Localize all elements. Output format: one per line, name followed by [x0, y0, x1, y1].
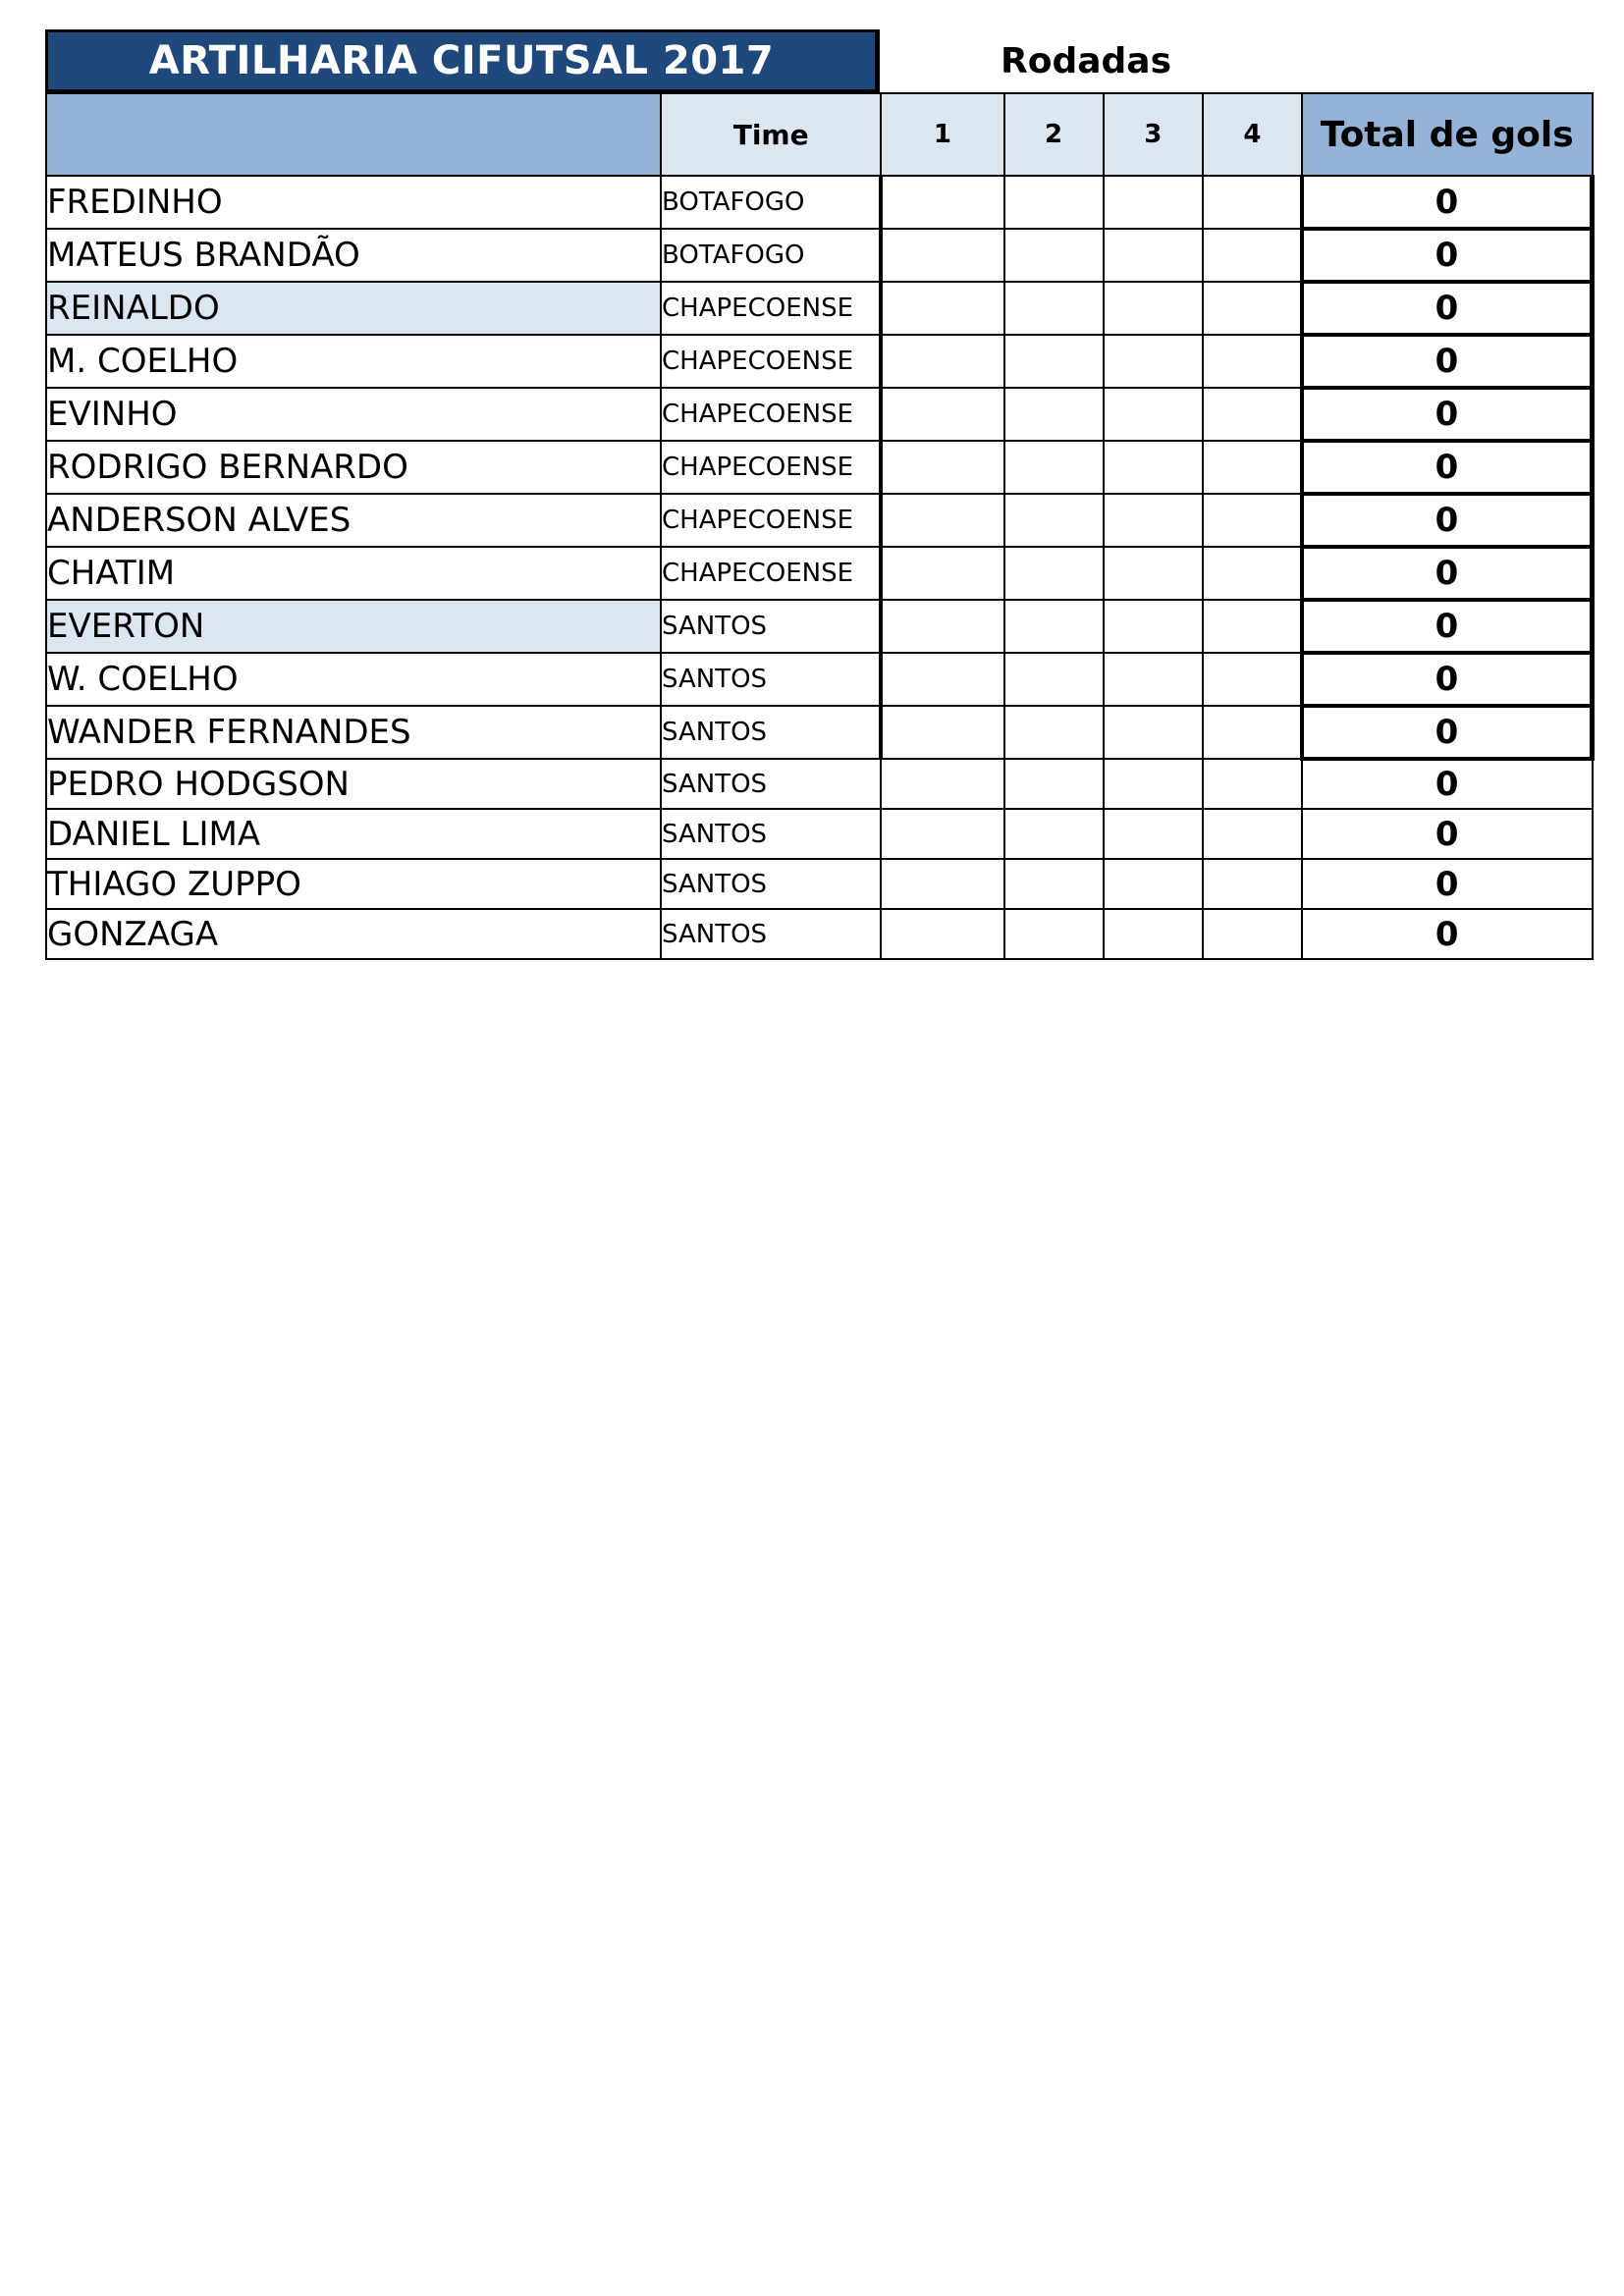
round-3-cell[interactable] [1104, 494, 1203, 547]
table-row [46, 282, 1593, 335]
table-row [46, 547, 1593, 600]
round-1-cell[interactable] [881, 388, 1003, 441]
round-3-cell[interactable] [1104, 653, 1203, 706]
round-1-cell[interactable] [881, 653, 1003, 706]
total-goals-cell[interactable]: 0 [1302, 441, 1593, 494]
round-1-cell[interactable] [881, 335, 1003, 388]
table-row [46, 176, 1593, 229]
table-row [46, 909, 1593, 959]
round-3-cell[interactable] [1104, 282, 1203, 335]
player-name-cell[interactable]: CHATIM [46, 547, 661, 600]
player-name-cell[interactable]: RODRIGO BERNARDO [46, 441, 661, 494]
round-4-cell[interactable] [1203, 176, 1302, 229]
total-goals-cell[interactable]: 0 [1302, 653, 1593, 706]
round-2-cell[interactable] [1004, 759, 1104, 809]
round-2-cell[interactable] [1004, 600, 1104, 653]
round-3-cell[interactable] [1104, 441, 1203, 494]
round-4-cell[interactable] [1203, 859, 1302, 909]
round-3-cell[interactable] [1104, 176, 1203, 229]
player-name-cell[interactable]: PEDRO HODGSON [46, 759, 661, 809]
player-team-cell[interactable]: SANTOS [661, 859, 881, 909]
total-goals-cell[interactable]: 0 [1302, 706, 1593, 759]
sheet-title: ARTILHARIA CIFUTSAL 2017 [45, 29, 880, 92]
total-goals-cell[interactable]: 0 [1302, 282, 1593, 335]
header-round-2: 2 [1004, 93, 1104, 176]
player-name-cell[interactable]: THIAGO ZUPPO [46, 859, 661, 909]
player-name-cell[interactable]: GONZAGA [46, 909, 661, 959]
total-goals-cell[interactable]: 0 [1302, 494, 1593, 547]
player-team-cell[interactable]: BOTAFOGO [661, 229, 881, 282]
round-3-cell[interactable] [1104, 706, 1203, 759]
round-3-cell[interactable] [1104, 229, 1203, 282]
total-goals-cell[interactable]: 0 [1302, 547, 1593, 600]
total-goals-cell[interactable]: 0 [1302, 600, 1593, 653]
round-1-cell[interactable] [881, 706, 1003, 759]
round-4-cell[interactable] [1203, 809, 1302, 859]
round-4-cell[interactable] [1203, 441, 1302, 494]
player-team-cell[interactable]: CHAPECOENSE [661, 547, 881, 600]
round-1-cell[interactable] [881, 859, 1003, 909]
round-1-cell[interactable] [881, 600, 1003, 653]
round-2-cell[interactable] [1004, 441, 1104, 494]
round-1-cell[interactable] [881, 282, 1003, 335]
round-1-cell[interactable] [881, 229, 1003, 282]
round-4-cell[interactable] [1203, 653, 1302, 706]
player-name-cell[interactable]: EVERTON [46, 600, 661, 653]
player-team-cell[interactable]: CHAPECOENSE [661, 282, 881, 335]
round-2-cell[interactable] [1004, 809, 1104, 859]
player-team-cell[interactable]: SANTOS [661, 706, 881, 759]
round-4-cell[interactable] [1203, 229, 1302, 282]
header-team-cell: Time [661, 93, 881, 176]
table-row [46, 335, 1593, 388]
header-row [46, 93, 1593, 176]
table-row [46, 494, 1593, 547]
player-team-cell[interactable]: SANTOS [661, 809, 881, 859]
round-2-cell[interactable] [1004, 229, 1104, 282]
player-team-cell[interactable]: SANTOS [661, 909, 881, 959]
total-goals-cell[interactable]: 0 [1302, 809, 1593, 859]
round-3-cell[interactable] [1104, 809, 1203, 859]
player-team-cell[interactable]: SANTOS [661, 653, 881, 706]
round-4-cell[interactable] [1203, 282, 1302, 335]
round-4-cell[interactable] [1203, 909, 1302, 959]
player-name-cell[interactable]: W. COELHO [46, 653, 661, 706]
round-1-cell[interactable] [881, 441, 1003, 494]
table-row [46, 809, 1593, 859]
round-2-cell[interactable] [1004, 282, 1104, 335]
player-name-cell[interactable]: REINALDO [46, 282, 661, 335]
table-row [46, 706, 1593, 759]
round-1-cell[interactable] [881, 759, 1003, 809]
round-4-cell[interactable] [1203, 706, 1302, 759]
round-4-cell[interactable] [1203, 388, 1302, 441]
header-round-4: 4 [1203, 93, 1302, 176]
header-round-3: 3 [1104, 93, 1203, 176]
round-4-cell[interactable] [1203, 494, 1302, 547]
round-2-cell[interactable] [1004, 859, 1104, 909]
round-4-cell[interactable] [1203, 335, 1302, 388]
player-team-cell[interactable]: CHAPECOENSE [661, 441, 881, 494]
player-team-cell[interactable]: SANTOS [661, 600, 881, 653]
total-goals-cell[interactable]: 0 [1302, 909, 1593, 959]
round-2-cell[interactable] [1004, 176, 1104, 229]
player-team-cell[interactable]: CHAPECOENSE [661, 335, 881, 388]
round-1-cell[interactable] [881, 809, 1003, 859]
round-3-cell[interactable] [1104, 600, 1203, 653]
player-team-cell[interactable]: CHAPECOENSE [661, 494, 881, 547]
scorers-table [45, 92, 1595, 960]
round-2-cell[interactable] [1004, 494, 1104, 547]
round-1-cell[interactable] [881, 547, 1003, 600]
round-2-cell[interactable] [1004, 653, 1104, 706]
round-4-cell[interactable] [1203, 600, 1302, 653]
round-2-cell[interactable] [1004, 547, 1104, 600]
total-goals-cell[interactable]: 0 [1302, 388, 1593, 441]
round-4-cell[interactable] [1203, 759, 1302, 809]
total-goals-cell[interactable]: 0 [1302, 859, 1593, 909]
round-3-cell[interactable] [1104, 859, 1203, 909]
player-name-cell[interactable]: ANDERSON ALVES [46, 494, 661, 547]
round-3-cell[interactable] [1104, 547, 1203, 600]
header-total-cell: Total de gols [1302, 93, 1593, 176]
player-team-cell[interactable]: SANTOS [661, 759, 881, 809]
table-row [46, 600, 1593, 653]
round-2-cell[interactable] [1004, 335, 1104, 388]
table-row [46, 229, 1593, 282]
round-2-cell[interactable] [1004, 388, 1104, 441]
round-2-cell[interactable] [1004, 909, 1104, 959]
round-2-cell[interactable] [1004, 706, 1104, 759]
player-name-cell[interactable]: MATEUS BRANDÃO [46, 229, 661, 282]
player-name-cell[interactable]: WANDER FERNANDES [46, 706, 661, 759]
table-row [46, 653, 1593, 706]
rounds-label: Rodadas [1000, 40, 1171, 81]
total-goals-cell[interactable]: 0 [1302, 335, 1593, 388]
total-goals-cell[interactable]: 0 [1302, 759, 1593, 809]
player-name-cell[interactable]: FREDINHO [46, 176, 661, 229]
round-4-cell[interactable] [1203, 547, 1302, 600]
table-row [46, 441, 1593, 494]
round-3-cell[interactable] [1104, 335, 1203, 388]
round-1-cell[interactable] [881, 909, 1003, 959]
player-team-cell[interactable]: BOTAFOGO [661, 176, 881, 229]
player-name-cell[interactable]: M. COELHO [46, 335, 661, 388]
header-name-cell [46, 93, 661, 176]
total-goals-cell[interactable]: 0 [1302, 229, 1593, 282]
player-name-cell[interactable]: DANIEL LIMA [46, 809, 661, 859]
total-goals-cell[interactable]: 0 [1302, 176, 1593, 229]
table-row [46, 859, 1593, 909]
round-1-cell[interactable] [881, 494, 1003, 547]
table-row [46, 388, 1593, 441]
round-3-cell[interactable] [1104, 388, 1203, 441]
table-row [46, 759, 1593, 809]
player-team-cell[interactable]: CHAPECOENSE [661, 388, 881, 441]
round-1-cell[interactable] [881, 176, 1003, 229]
player-name-cell[interactable]: EVINHO [46, 388, 661, 441]
round-3-cell[interactable] [1104, 909, 1203, 959]
header-round-1: 1 [881, 93, 1003, 176]
round-3-cell[interactable] [1104, 759, 1203, 809]
